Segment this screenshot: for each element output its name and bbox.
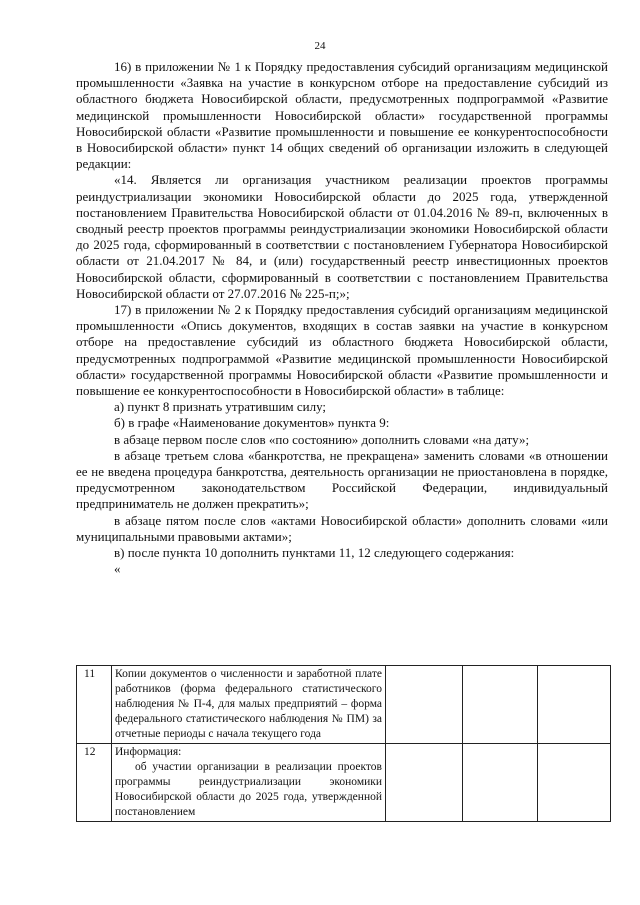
document-name-text: Копии документов о численности и заработной плате работников (форма федерального статистического наблюдения № П-4, для малых предприятий – форма федерального статистического наблюдения № ПМ) за отчетные периоды с начала текущего года bbox=[115, 668, 382, 740]
paragraph-abzac-5: в абзаце пятом после слов «актами Новосибирской области» дополнить словами «или муниципальными правовыми актами»; bbox=[76, 512, 608, 544]
empty-cell bbox=[538, 666, 611, 744]
table-row bbox=[77, 666, 611, 744]
empty-cell bbox=[386, 744, 463, 822]
document-name-cell bbox=[112, 744, 386, 822]
opening-quote: « bbox=[114, 561, 121, 577]
empty-cell bbox=[463, 744, 538, 822]
page-number: 24 bbox=[314, 40, 326, 52]
paragraph-item-17: 17) в приложении № 2 к Порядку предоставления субсидий организациям медицинской промышленности «Опись документов, входящих в состав заявки на участие в конкурсном отборе на предоставление субсидий из областного бюджета Новосибирской области, предусмотренных подпрограммой «Развитие медицинской промышленности Новосибирской области» государственной программы Новосибирской области «Развитие промышленности и повышение ее конкурентоспособности в Новосибирской области» в таблице: bbox=[76, 302, 608, 399]
row-number: 11 bbox=[77, 666, 112, 744]
paragraph-subitem-a: а) пункт 8 признать утратившим силу; bbox=[114, 399, 327, 415]
document-body bbox=[76, 59, 608, 578]
document-name-heading: Информация: bbox=[115, 746, 182, 758]
paragraph-abzac-1: в абзаце первом после слов «по состоянию» дополнить словами «на дату»; bbox=[114, 431, 530, 447]
paragraph-quote-14: «14. Является ли организация участником реализации проектов программы реиндустриализации экономики Новосибирской области до 2025 года, утвержденной постановлением Правительства Новосибирской области от 01.04.2016 № 89-п, включенных в сводный реестр проектов программы реиндустриализации экономики Новосибирской области до 2025 года, сформированный в соответствии с постановлением Губернатора Новосибирской области от 21.04.2017 № 84, и (или) государственный реестр инвестиционных проектов Новосибирской области, сформированный в соответствии с постановлением Правительства Новосибирской области от 27.07.2016 № 225-п;»; bbox=[76, 172, 608, 301]
row-number: 12 bbox=[77, 744, 112, 822]
documents-table bbox=[76, 665, 611, 822]
paragraph-subitem-b: б) в графе «Наименование документов» пункта 9: bbox=[114, 415, 390, 431]
paragraph-subitem-v: в) после пункта 10 дополнить пунктами 11, 12 следующего содержания: bbox=[114, 545, 515, 561]
empty-cell bbox=[386, 666, 463, 744]
document-name-cell bbox=[112, 666, 386, 744]
table-row bbox=[77, 744, 611, 822]
empty-cell bbox=[538, 744, 611, 822]
document-name-text: об участии организации в реализации проектов программы реиндустриализации экономики Новосибирской области до 2025 года, утвержденной постановлением bbox=[115, 761, 382, 818]
paragraph-abzac-3: в абзаце третьем слова «банкротства, не прекращена» заменить словами «в отношении ее не введена процедура банкротства, деятельность организации не приостановлена в порядке, предусмотренном законодательством Российской Федерации, индивидуальный предприниматель не должен прекратить»; bbox=[76, 447, 608, 512]
paragraph-item-16: 16) в приложении № 1 к Порядку предоставления субсидий организациям медицинской промышленности «Заявка на участие в конкурсном отборе на предоставление субсидий из областного бюджета Новосибирской области, предусмотренных подпрограммой «Развитие медицинской промышленности Новосибирской области» государственной программы Новосибирской области «Развитие промышленности и повышение ее конкурентоспособности в Новосибирской области» пункт 14 общих сведений об организации изложить в следующей редакции: bbox=[76, 59, 608, 172]
empty-cell bbox=[463, 666, 538, 744]
